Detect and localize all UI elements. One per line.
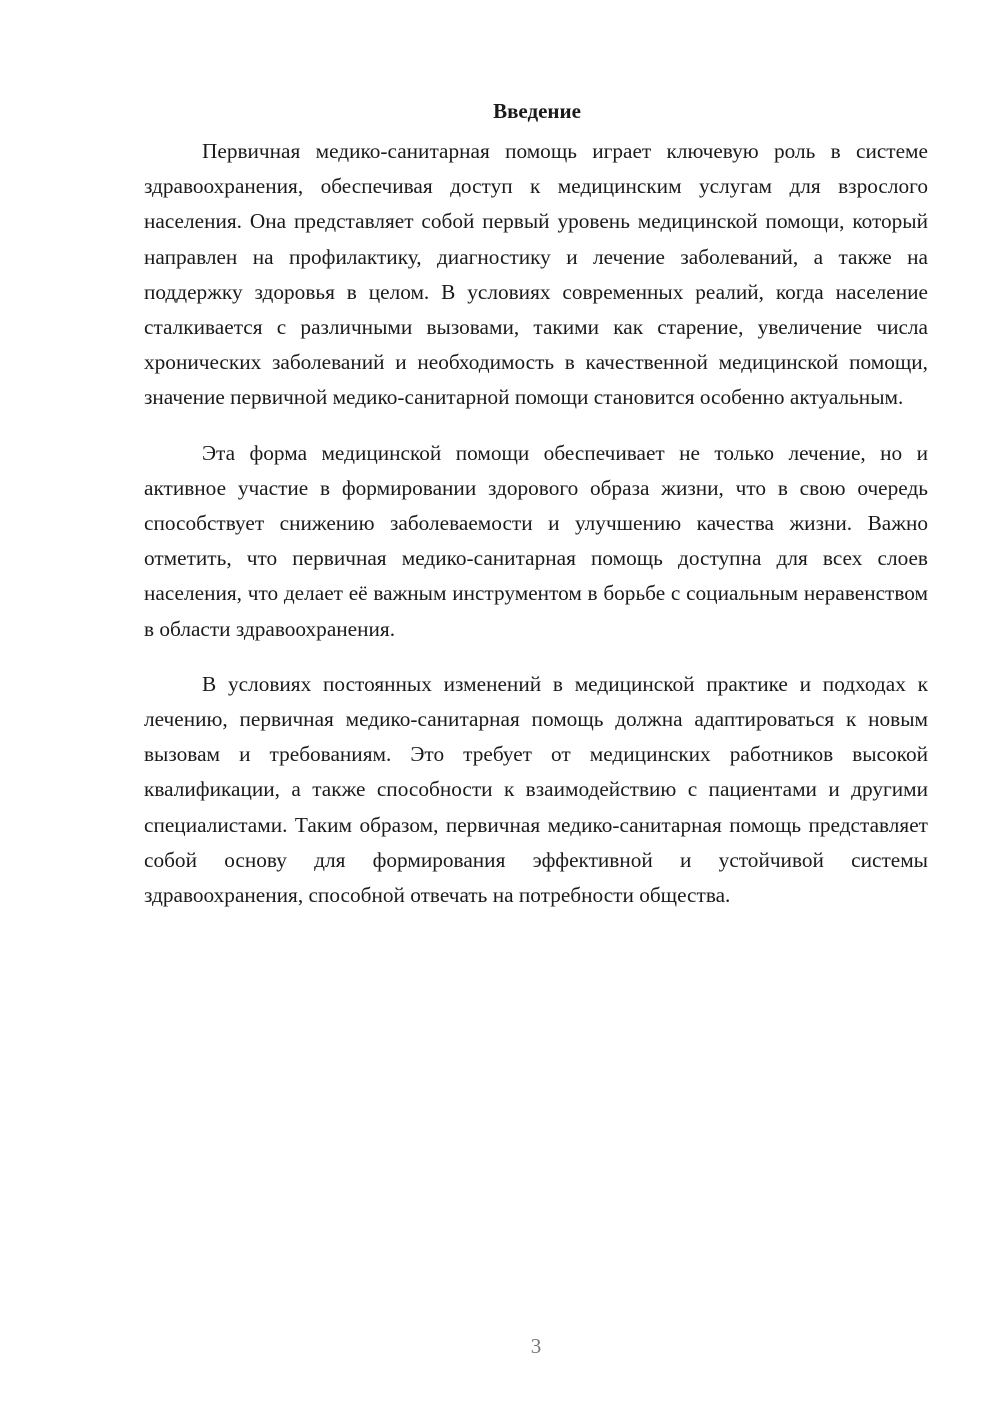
paragraph-1: Первичная медико-санитарная помощь играет ключевую роль в системе здравоохранения, обеспечивая доступ к медицинским услугам для взрослого населения. Она представляет собой первый уровень медицинской помощи, который направлен на профилактику, диагностику и лечение заболеваний, а также на поддержку здоровья в целом. В условиях современных реалий, когда население сталкивается с различными вызовами, такими как старение, увеличение числа хронических заболеваний и необходимость в качественной медицинской помощи, значение первичной медико-санитарной помощи становится особенно актуальным. bbox=[144, 139, 928, 410]
paragraph-3: В условиях постоянных изменений в медицинской практике и подходах к лечению, первичная медико-санитарная помощь должна адаптироваться к новым вызовам и требованиям. Это требует от медицинских работников высокой квалификации, а также способности к взаимодействию с пациентами и другими специалистами. Таким образом, первичная медико-санитарная помощь представляет собой основу для формирования эффективной и устойчивой системы здравоохранения, способной отвечать на потребности общества. bbox=[144, 671, 928, 908]
page-content bbox=[144, 94, 928, 933]
page-number: 3 bbox=[530, 1334, 542, 1358]
paragraph-2: Эта форма медицинской помощи обеспечивает не только лечение, но и активное участие в формировании здорового образа жизни, что в свою очередь способствует снижению заболеваемости и улучшению качества жизни. Важно отметить, что первичная медико-санитарная помощь доступна для всех слоев населения, что делает её важным инструментом в борьбе с социальным неравенством в области здравоохранения. bbox=[144, 440, 928, 641]
section-title: Введение bbox=[493, 99, 581, 123]
